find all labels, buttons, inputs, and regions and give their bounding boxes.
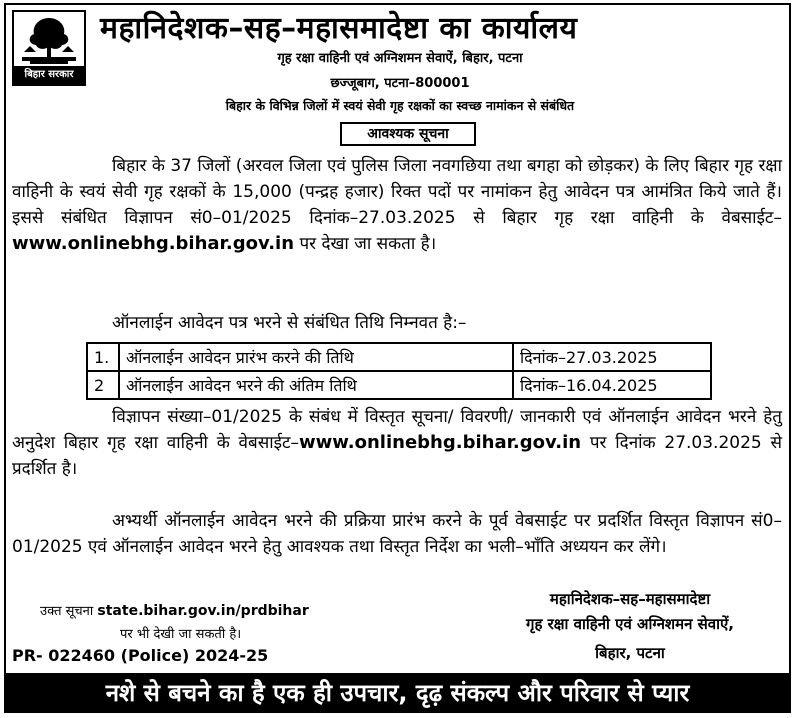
department-name: गृह रक्षा वाहिनी एवं अग्निशमन सेवाऐं, बिहार, पटना — [277, 51, 523, 66]
table-row — [87, 343, 711, 371]
table-row — [87, 371, 711, 399]
row-label: ऑनलाईन आवेदन भरने की अंतिम तिथि — [119, 371, 513, 399]
website-link[interactable]: www.onlinebhg.bihar.gov.in — [12, 233, 295, 254]
footer-notice-prefix: उक्त सूचना — [40, 604, 98, 619]
row-date: दिनांक–27.03.2025 — [513, 343, 711, 371]
paragraph-3 — [12, 404, 782, 482]
paragraph-1-text: बिहार के 37 जिलों (अरवल जिला एवं पुलिस जिला नवगछिया तथा बगहा को छोड़कर) के लिए बिहार गृह रक्षा वाहिनी के स्वयं सेवी गृह रक्षकों के 15,000 (पन्द्रह हजार) रिक्त पदों पर नामांकन हेतु आवेदन पत्र आमंत्रित किये जाते हैं। इससे संबंधित विज्ञापन सं0–01/2025 दिनांक–27.03.2025 से बिहार गृह रक्षा वाहिनी के वेबसाईट– — [12, 156, 783, 228]
row-label: ऑनलाईन आवेदन प्रारंभ करने की तिथि — [119, 343, 513, 371]
pr-number: PR- 022460 (Police) 2024-25 — [12, 646, 269, 665]
paragraph-3-text: विज्ञापन संख्या–01/2025 के संबंध में विस्तृत सूचना/ विवरणी/ जानकारी एवं ऑनलाईन आवेदन भरने हेतु अनुदेश बिहार गृह रक्षा वाहिनी के वेबसाईट– — [12, 407, 782, 453]
row-date: दिनांक–16.04.2025 — [513, 371, 711, 399]
signature-department: गृह रक्षा वाहिनी एवं अग्निशमन सेवाऐं, — [526, 615, 734, 633]
prd-link[interactable]: state.bihar.gov.in/prdbihar — [97, 603, 309, 619]
bihar-government-emblem — [12, 10, 86, 86]
row-number: 1. — [87, 343, 119, 371]
signature-designation: महानिदेशक–सह–महासमादेष्टा — [549, 590, 711, 608]
notice-subject: बिहार के विभिन्न जिलों में स्वयं सेवी गृह रक्षकों का स्वच्छ नामांकन से संबंधित — [225, 98, 575, 113]
office-title: महानिदेशक–सह–महासमादेष्टा का कार्यालय — [100, 11, 578, 46]
bodhi-tree-emblem-icon — [14, 12, 84, 68]
office-address: छज्जूबाग, पटना–800001 — [330, 76, 470, 91]
paragraph-1-tail: पर देखा जा सकता है। — [294, 234, 437, 254]
slogan-banner: नशे से बचने का है एक ही उपचार, दृढ़ संकल्प और परिवार से प्यार — [4, 673, 791, 713]
paragraph-1 — [12, 153, 782, 257]
notice-title: आवश्यक सूचना — [340, 122, 476, 146]
footer-notice-suffix: पर भी देखी जा सकती है। — [120, 627, 242, 642]
row-number: 2 — [87, 371, 119, 399]
website-link[interactable]: www.onlinebhg.bihar.gov.in — [299, 432, 582, 453]
paragraph-3-tail: पर दिनांक 27.03.2025 से प्रदर्शित है। — [12, 433, 782, 479]
footer-notice — [40, 601, 309, 619]
paragraph-4-text: अभ्यर्थी ऑनलाईन आवेदन भरने की प्रक्रिया प्रारंभ करने के पूर्व वेबसाईट पर प्रदर्शित विस्तृत विज्ञापन सं0–01/2025 एवं ऑनलाईन आवेदन भरने हेतु आवश्यक तथा विस्तृत निर्देश का भली–भाँति अध्ययन कर लेंगे। — [12, 511, 782, 557]
emblem-label: बिहार सरकार — [14, 66, 84, 84]
signature-place: बिहार, पटना — [595, 644, 665, 662]
paragraph-2: ऑनलाईन आवेदन पत्र भरने से संबंधित तिथि निम्नवत है:– — [112, 313, 467, 333]
paragraph-4 — [12, 508, 782, 560]
dates-table — [86, 342, 712, 400]
